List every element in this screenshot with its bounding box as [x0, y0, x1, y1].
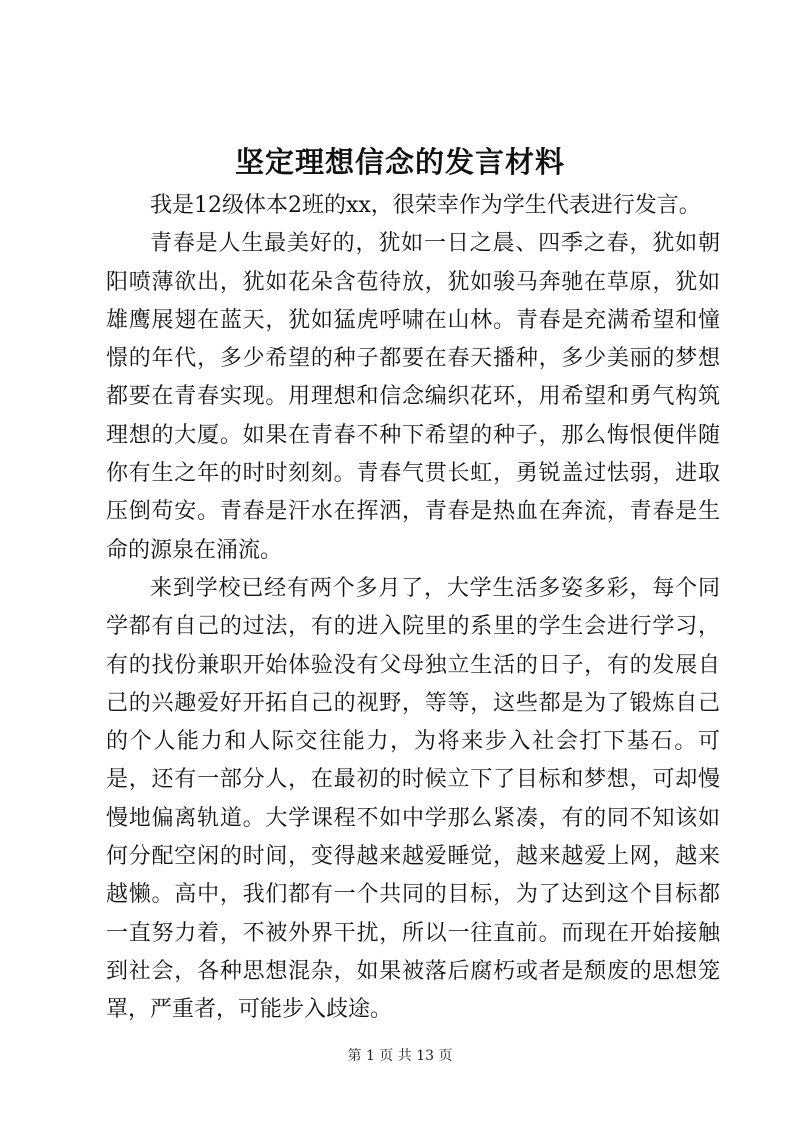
paragraph-campus-life: 来到学校已经有两个多月了，大学生活多姿多彩，每个同学都有自己的过法，有的进入院里的系里的学生会进行学习，有的找份兼职开始体验没有父母独立生活的日子，有的发展自己的兴趣爱好开拓自己的视野，等等，这些都是为了锻炼自己的个人能力和人际交往能力，为将来步入社会打下基石。可是，还有一部分人，在最初的时候立下了目标和梦想，可却慢慢地偏离轨道。大学课程不如中学那么紧凑，有的同不知该如何分配空闲的时间，变得越来越爱睡觉，越来越爱上网，越来越懒。高中，我们都有一个共同的目标，为了达到这个目标都一直努力着，不被外界干扰，所以一往直前。而现在开始接触到社会，各种思想混杂，如果被落后腐朽或者是颓废的思想笼罩，严重者，可能步入歧途。 [106, 575, 720, 1023]
document-body [106, 187, 720, 1030]
document-title: 坚定理想信念的发言材料 [234, 145, 565, 179]
page-number-footer: 第 1 页 共 13 页 [347, 1048, 453, 1064]
paragraph-intro: 我是12级体本2班的xx，很荣幸作为学生代表进行发言。 [150, 193, 701, 218]
paragraph-youth: 青春是人生最美好的，犹如一日之晨、四季之春，犹如朝阳喷薄欲出，犹如花朵含苞待放，犹如骏马奔驰在草原，犹如雄鹰展翅在蓝天，犹如猛虎呼啸在山林。青春是充满希望和憧憬的年代，多少希望的种子都要在春天播种，多少美丽的梦想都要在青春实现。用理想和信念编织花环，用希望和勇气构筑理想的大厦。如果在青春不种下希望的种子，那么悔恨便伴随你有生之年的时时刻刻。青春气贯长虹，勇锐盖过怯弱，进取压倒苟安。青春是汗水在挥洒，青春是热血在奔流，青春是生命的源泉在涌流。 [106, 231, 720, 563]
